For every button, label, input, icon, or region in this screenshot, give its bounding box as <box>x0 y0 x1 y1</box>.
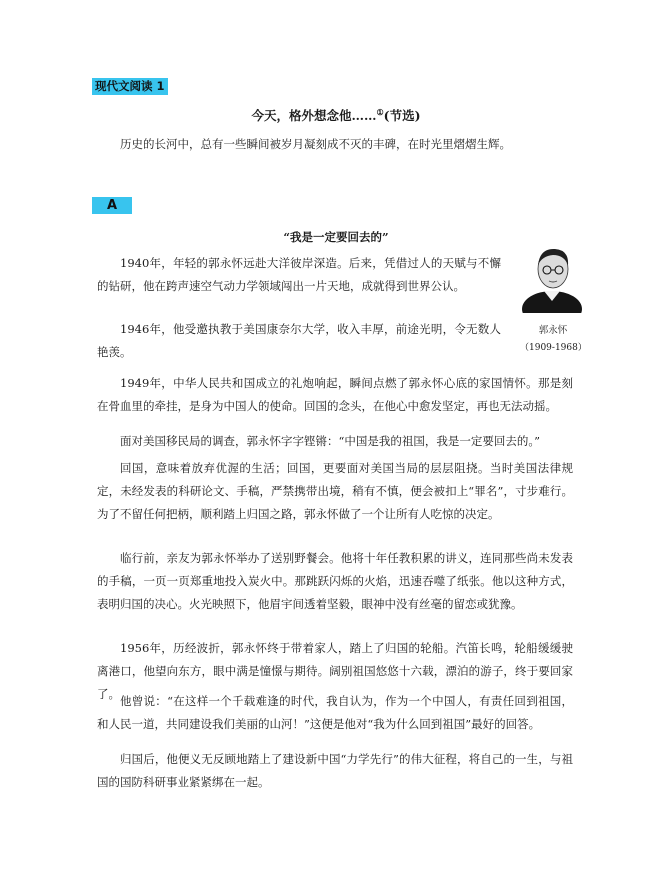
section-subtitle: “我是一定要回去的” <box>283 230 389 244</box>
paragraph-6: 临行前，亲友为郭永怀举办了送别野餐会。他将十年任教积累的讲义，连同那些尚未发表的手稿，一页一页郑重地投入炭火中。那跳跃闪烁的火焰，迅速吞噬了纸张。他以这种方式，表明归国的决心。火光映照下，他眉宇间透着坚毅，眼神中没有丝毫的留恋或犹豫。 <box>97 551 573 611</box>
paragraph-5: 回国，意味着放弃优渥的生活；回国，更要面对美国当局的层层阻挠。当时美国法律规定，未经发表的科研论文、手稿，严禁携带出境，稍有不慎，便会被扣上“罪名”，寸步难行。为了不留任何把柄，顺利踏上归国之路，郭永怀做了一个让所有人吃惊的决定。 <box>97 461 573 521</box>
paragraph-2: 1946年，他受邀执教于美国康奈尔大学，收入丰厚，前途光明，令无数人艳羡。 <box>97 322 501 359</box>
paragraph-7: 1956年，历经波折，郭永怀终于带着家人，踏上了归国的轮船。汽笛长鸣，轮船缓缓驶离港口，他望向东方，眼中满是憧憬与期待。阔别祖国悠悠十六载，漂泊的游子，终于要回家了。 <box>97 641 573 701</box>
paragraph-8: 他曾说：“在这样一个千载难逢的时代，我自认为，作为一个中国人，有责任回到祖国，和人民一道，共同建设我们美丽的山河！”这便是他对“我为什么回到祖国”最好的回答。 <box>97 694 573 731</box>
paragraph-3: 1949年，中华人民共和国成立的礼炮响起，瞬间点燃了郭永怀心底的家国情怀。那是刻在骨血里的牵挂，是身为中国人的使命。回国的念头，在他心中愈发坚定，再也无法动摇。 <box>97 376 573 413</box>
photo-caption-name: 郭永怀 <box>538 325 568 336</box>
title-footnote-mark: ① <box>376 106 384 117</box>
section-tag: 现代文阅读 1 <box>92 78 168 95</box>
paragraph-4: 面对美国移民局的调查，郭永怀字字铿锵：“中国是我的祖国，我是一定要回去的。” <box>120 434 541 448</box>
paragraph-1: 1940年，年轻的郭永怀远赴大洋彼岸深造。后来，凭借过人的天赋与不懈的钻研，他在跨声速空气动力学领域闯出一片天地，成就得到世界公认。 <box>97 256 501 293</box>
portrait-photo <box>520 243 584 313</box>
title-suffix: (节选) <box>383 108 421 123</box>
article-title <box>0 106 672 124</box>
part-tag: A <box>92 197 132 214</box>
paragraph-9: 归国后，他便义无反顾地踏上了建设新中国“力学先行”的伟大征程，将自己的一生，与祖国的国防科研事业紧紧绑在一起。 <box>97 752 573 789</box>
intro-paragraph: 历史的长河中，总有一些瞬间被岁月凝刻成不灭的丰碑，在时光里熠熠生辉。 <box>120 137 511 151</box>
title-text: 今天，格外想念他…… <box>251 108 377 123</box>
photo-caption-years: （1909-1968） <box>520 343 587 353</box>
